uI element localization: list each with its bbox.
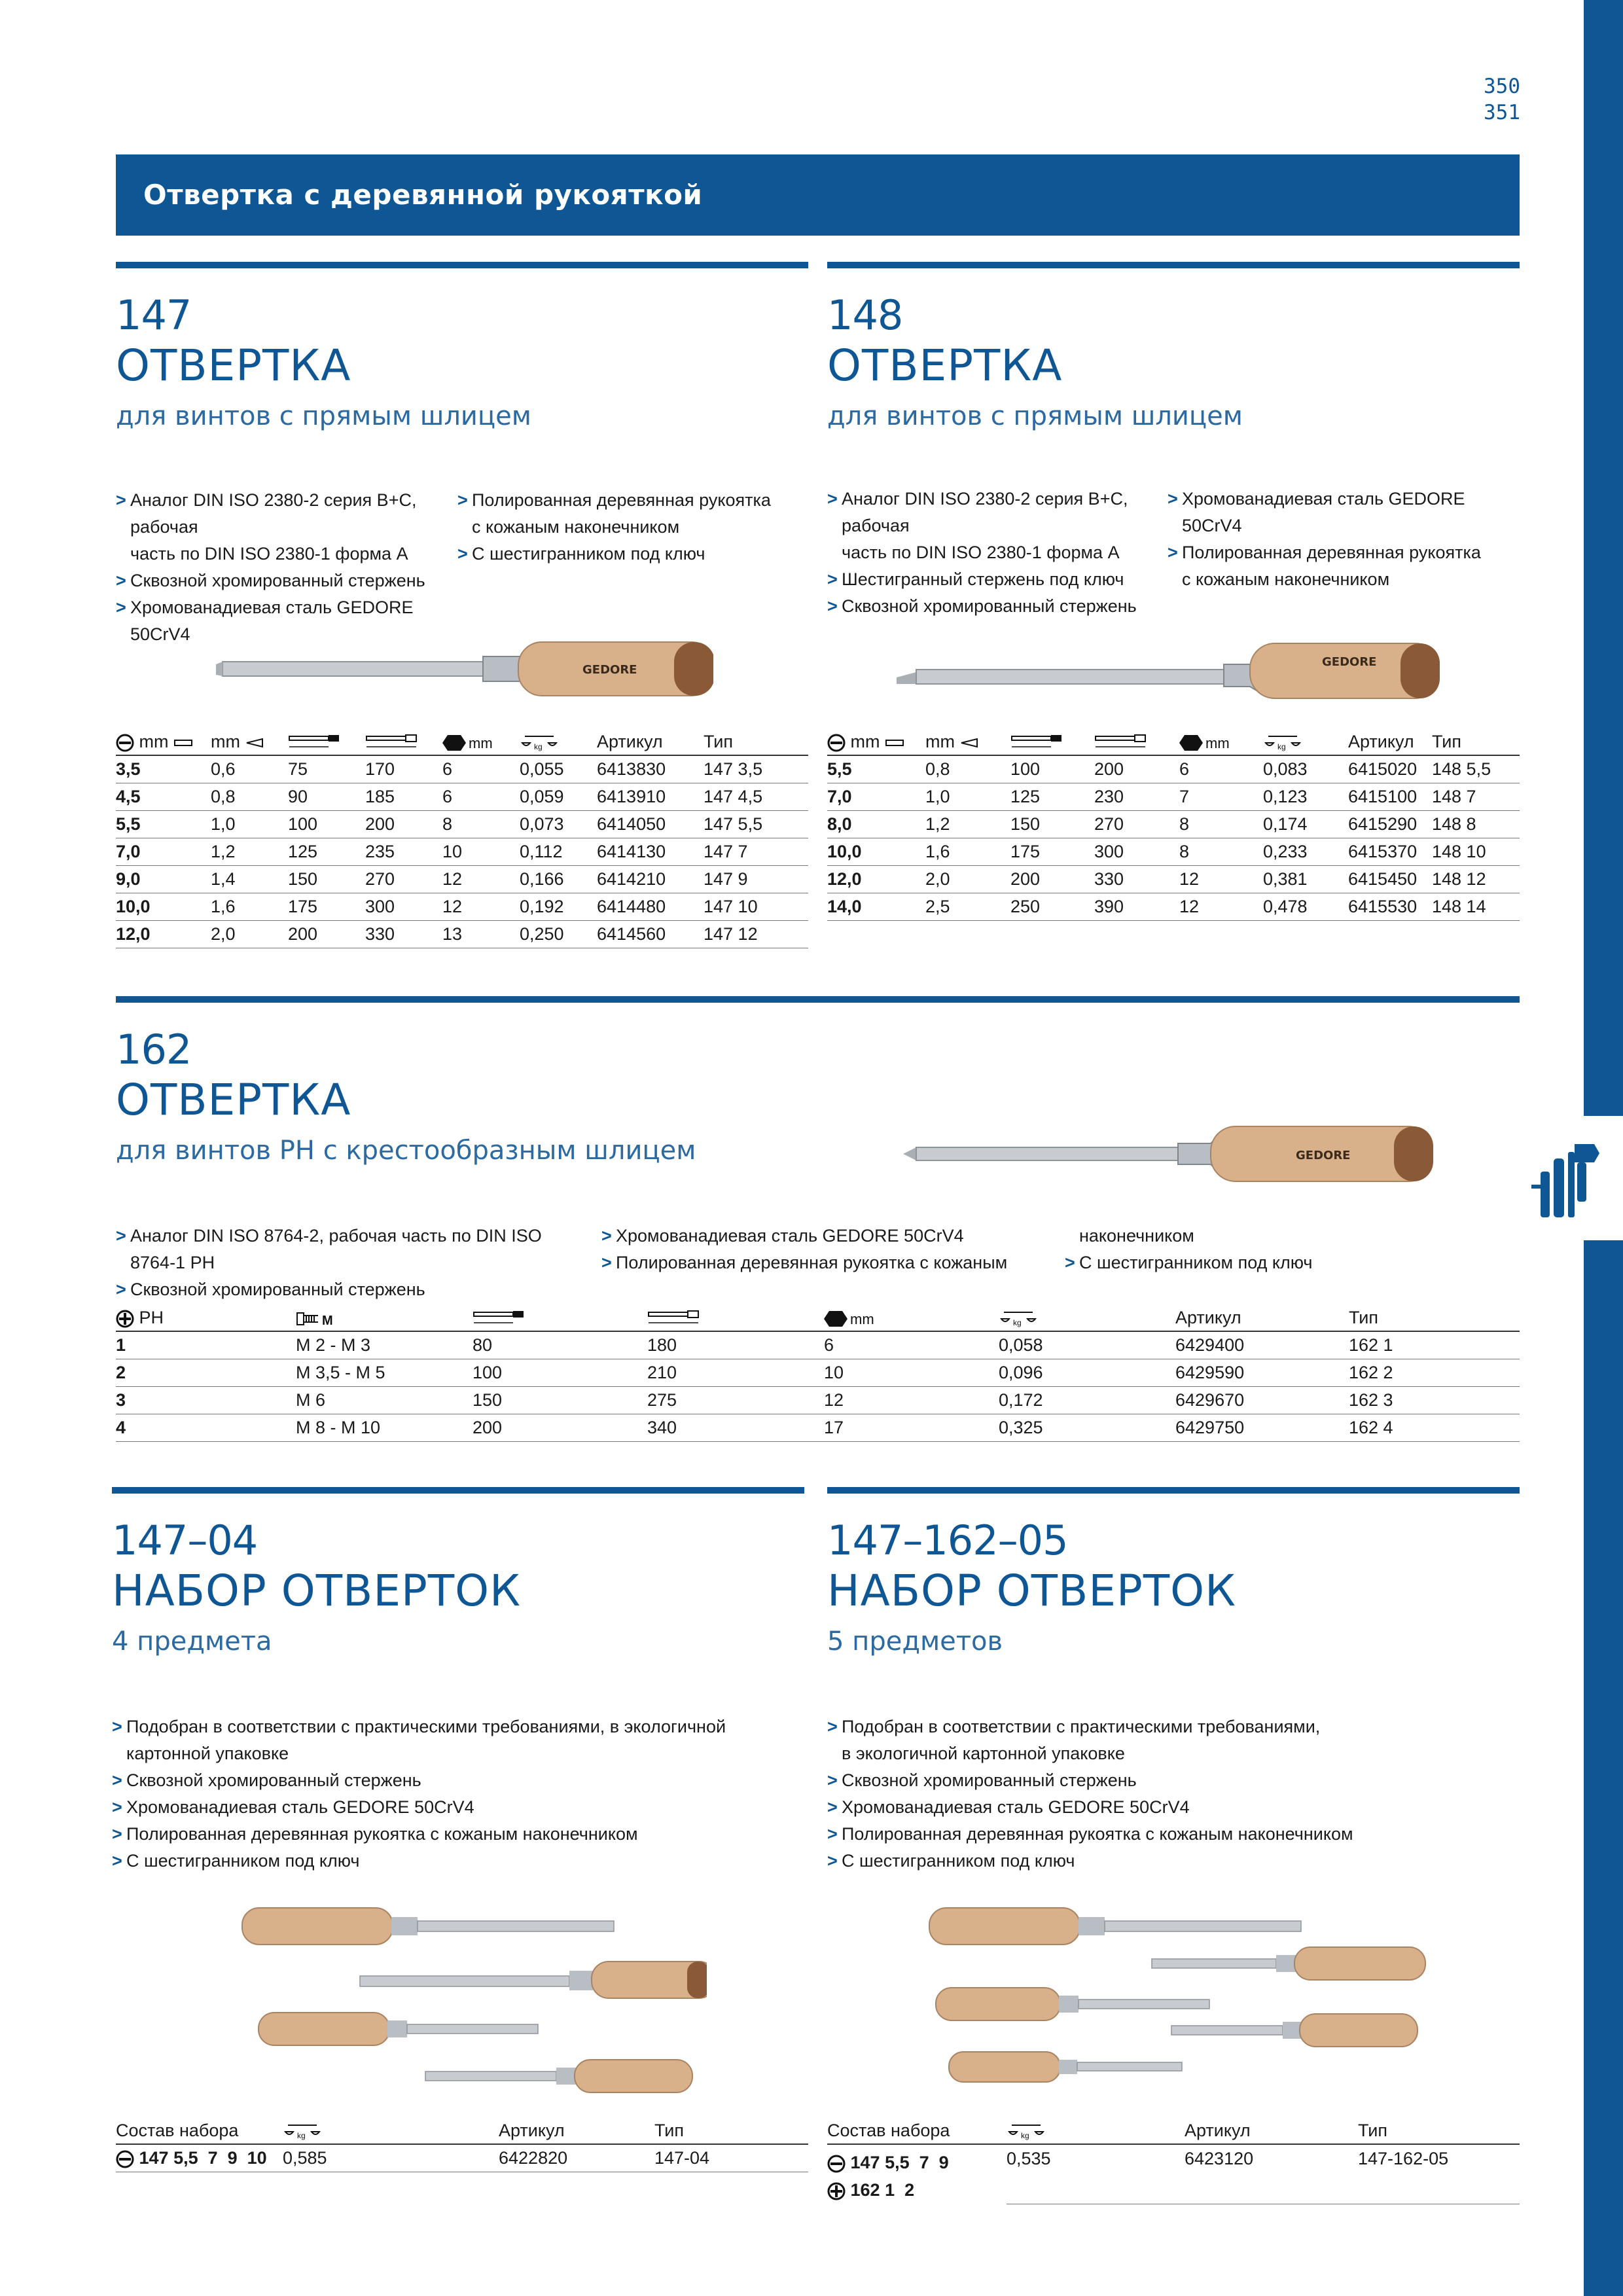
feature-item: > Хромованадиевая сталь GEDORE 50CrV4 <box>827 1794 1514 1821</box>
feature-item-continued: картонной упаковке <box>126 1744 289 1763</box>
set-screwdriver <box>360 1962 707 1998</box>
set-type: 147-162-05 <box>1358 2144 1520 2204</box>
spec-table-147 <box>116 726 808 948</box>
tip-thickness-icon <box>245 738 264 748</box>
feature-item-continued: часть по DIN ISO 2380-1 форма A <box>842 543 1120 562</box>
feature-item: > Хромованадиевая сталь GEDORE 50CrV4 <box>116 594 456 648</box>
feature-item: > Полированная деревянная рукоятка <box>457 487 798 514</box>
table-row: 5,5 1,0 100 200 8 0,073 6414050 147 5,5 <box>116 810 808 838</box>
tools-category-icon <box>1531 1139 1603 1224</box>
table-row: 4 M 8 - M 10 200 340 17 0,325 6429750 162 4 <box>116 1414 1520 1441</box>
article-header: Артикул <box>1175 1302 1349 1331</box>
scale-icon <box>283 2121 322 2141</box>
total-length-icon <box>1094 734 1147 752</box>
features-147-162-05 <box>827 1713 1520 1884</box>
feature-item: > Сквозной хромированный стержень <box>116 1276 574 1303</box>
feature-item: > Полированная деревянная рукоятка с кожаным наконечником <box>112 1821 799 1848</box>
set-screwdriver <box>259 2013 538 2045</box>
feature-item: > Сквозной хромированный стержень <box>112 1767 799 1794</box>
feature-item: > Подобран в соответствии с практическими требованиями, в экологичной <box>112 1713 799 1740</box>
blade-length-icon <box>473 1310 525 1328</box>
feature-item: > Хромованадиевая сталь GEDORE 50CrV4 <box>1168 486 1508 539</box>
section-147-162-05 <box>827 1487 1520 1662</box>
article-header: Артикул <box>1185 2115 1358 2144</box>
total-length-icon <box>647 1310 700 1328</box>
set-screwdriver <box>949 2052 1182 2082</box>
slot-head-icon <box>116 2150 134 2168</box>
type-header: Тип <box>1358 2115 1520 2144</box>
product-subtitle: для винтов PH с крестообразным шлицем <box>116 1136 696 1166</box>
hex-size-header <box>824 1302 999 1331</box>
svg-text:mm: mm <box>1205 734 1230 751</box>
table-header-row <box>116 1302 1520 1331</box>
screw-thread-icon <box>296 1310 342 1327</box>
svg-text:M: M <box>322 1313 333 1327</box>
product-title: ОТВЕРТКА <box>827 340 1063 391</box>
table-header-row <box>116 2115 808 2144</box>
blade-tip-icon <box>173 737 194 749</box>
article-header: Артикул <box>597 726 704 755</box>
feature-item-continued: часть по DIN ISO 2380-1 форма A <box>130 544 408 564</box>
product-title: ОТВЕРТКА <box>116 340 351 391</box>
table-row: 14,0 2,5 250 390 12 0,478 6415530 148 14 <box>827 893 1520 920</box>
screwdriver-147-image <box>216 638 713 700</box>
table-row: 5,5 0,8 100 200 6 0,083 6415020 148 5,5 <box>827 755 1520 783</box>
phillips-head-icon <box>116 1310 134 1328</box>
feature-item: > Полированная деревянная рукоятка <box>1168 539 1508 566</box>
table-row: 12,0 2,0 200 330 13 0,250 6414560 147 12 <box>116 920 808 948</box>
section-rule <box>112 1487 804 1494</box>
slot-head-icon <box>827 2155 846 2173</box>
set-screwdriver <box>936 1988 1209 2020</box>
feature-item: > Аналог DIN ISO 2380-2 серия B+C, рабочая <box>116 487 456 541</box>
blade-length-header <box>473 1302 647 1331</box>
hex-icon <box>442 734 495 752</box>
weight-header <box>520 726 597 755</box>
type-header: Тип <box>1432 726 1520 755</box>
svg-text:kg: kg <box>534 742 543 751</box>
composition-header: Состав набора <box>116 2115 283 2144</box>
blade-width-header: mm <box>116 726 211 755</box>
scale-icon <box>520 732 559 752</box>
slot-head-icon <box>116 734 134 752</box>
brand-stamp: GEDORE <box>582 663 637 677</box>
weight-header <box>999 1302 1175 1331</box>
thread-size-header <box>296 1302 473 1331</box>
weight-header <box>1007 2115 1185 2144</box>
blade-length-icon <box>288 734 340 752</box>
scale-icon <box>1007 2121 1046 2141</box>
composition-header: Состав набора <box>827 2115 1007 2144</box>
section-rule <box>116 996 1520 1003</box>
feature-item: > Сквозной хромированный стержень <box>827 593 1168 620</box>
blade-length-icon <box>1010 734 1063 752</box>
table-row: 10,0 1,6 175 300 8 0,233 6415370 148 10 <box>827 838 1520 865</box>
spec-table-147-04 <box>116 2115 808 2172</box>
feature-item-continued: наконечником <box>1079 1226 1194 1246</box>
blade-length-header <box>288 726 365 755</box>
sidebar-accent-bar-bottom <box>1584 1240 1623 2296</box>
spec-table-162 <box>116 1302 1520 1442</box>
feature-item: > Аналог DIN ISO 2380-2 серия B+C, рабочая <box>827 486 1168 539</box>
section-147-04 <box>112 1487 804 1662</box>
hex-icon <box>1179 734 1232 752</box>
product-number: 147 <box>116 291 192 339</box>
product-number: 147–162–05 <box>827 1516 1068 1564</box>
weight-header <box>1263 726 1348 755</box>
table-row: 8,0 1,2 150 270 8 0,174 6415290 148 8 <box>827 810 1520 838</box>
page-number-left: 350 <box>1484 75 1520 98</box>
article-header: Артикул <box>1348 726 1432 755</box>
features-148 <box>827 486 1520 616</box>
features-162 <box>116 1223 1520 1299</box>
set-article: 6423120 <box>1185 2144 1358 2204</box>
page-number-right: 351 <box>1484 101 1520 124</box>
set-weight: 0,535 <box>1007 2144 1185 2204</box>
table-row: 10,0 1,6 175 300 12 0,192 6414480 147 10 <box>116 893 808 920</box>
table-row: 1 M 2 - M 3 80 180 6 0,058 6429400 162 1 <box>116 1331 1520 1359</box>
product-subtitle: 4 предмета <box>112 1626 272 1657</box>
brand-stamp: GEDORE <box>1296 1149 1351 1162</box>
table-row <box>116 2144 808 2172</box>
blade-length-header <box>1010 726 1094 755</box>
product-subtitle: 5 предметов <box>827 1626 1003 1657</box>
table-row: 3,5 0,6 75 170 6 0,055 6413830 147 3,5 <box>116 755 808 783</box>
set-screwdriver <box>1171 2014 1418 2047</box>
table-header-row <box>827 726 1520 755</box>
blade-tip-icon <box>885 737 906 749</box>
type-header: Тип <box>654 2115 808 2144</box>
table-row: 2 M 3,5 - M 5 100 210 10 0,096 6429590 162 2 <box>116 1359 1520 1386</box>
table-row: 7,0 1,2 125 235 10 0,112 6414130 147 7 <box>116 838 808 865</box>
weight-header <box>283 2115 499 2144</box>
set-composition: 147 5,5 7 9 10 <box>116 2144 283 2172</box>
set-type: 147-04 <box>654 2144 808 2172</box>
total-length-icon <box>365 734 418 752</box>
screwdriver-set-5-image <box>923 1901 1440 2091</box>
phillips-head-icon <box>827 2182 846 2200</box>
feature-item-continued: с кожаным наконечником <box>472 517 680 537</box>
product-number: 147–04 <box>112 1516 258 1564</box>
product-subtitle: для винтов с прямым шлицем <box>116 401 531 431</box>
tip-thickness-icon <box>960 738 978 748</box>
feature-item: > Хромованадиевая сталь GEDORE 50CrV4 <box>112 1794 799 1821</box>
feature-item: > Полированная деревянная рукоятка с кожаным наконечником <box>827 1821 1514 1848</box>
set-weight: 0,585 <box>283 2144 499 2172</box>
svg-text:kg: kg <box>297 2131 306 2140</box>
type-header: Тип <box>704 726 808 755</box>
section-rule <box>827 1487 1520 1494</box>
features-147 <box>116 487 808 644</box>
spec-table-148 <box>827 726 1520 921</box>
section-rule <box>827 262 1520 268</box>
category-banner: Отвертка с деревянной рукояткой <box>116 154 1520 236</box>
table-row: 4,5 0,8 90 185 6 0,059 6413910 147 4,5 <box>116 783 808 810</box>
table-row <box>827 2144 1520 2204</box>
svg-text:kg: kg <box>1021 2131 1029 2140</box>
product-subtitle: для винтов с прямым шлицем <box>827 401 1243 431</box>
feature-item: > С шестигранником под ключ <box>1065 1249 1457 1276</box>
svg-text:kg: kg <box>1013 1318 1022 1327</box>
set-screwdriver <box>1152 1947 1425 1980</box>
set-article: 6422820 <box>499 2144 654 2172</box>
feature-item-continued: в экологичной картонной упаковке <box>842 1744 1125 1763</box>
feature-item: > С шестигранником под ключ <box>827 1848 1514 1874</box>
set-screwdriver <box>425 2060 692 2092</box>
table-header-row <box>116 726 808 755</box>
screwdriver-148-image <box>897 638 1440 704</box>
svg-text:mm: mm <box>469 734 493 751</box>
features-147-04 <box>112 1713 804 1884</box>
total-length-header <box>647 1302 824 1331</box>
ph-size-header: PH <box>116 1302 296 1331</box>
feature-item: > С шестигранником под ключ <box>112 1848 799 1874</box>
section-rule <box>116 262 808 268</box>
product-number: 162 <box>116 1026 192 1073</box>
svg-text:mm: mm <box>850 1310 874 1327</box>
total-length-header <box>365 726 442 755</box>
feature-item: > Аналог DIN ISO 8764-2, рабочая часть по DIN ISO 8764-1 PH <box>116 1223 574 1276</box>
hex-size-header <box>442 726 520 755</box>
sidebar-accent-bar-top <box>1584 0 1623 1116</box>
table-row: 3 M 6 150 275 12 0,172 6429670 162 3 <box>116 1386 1520 1414</box>
scale-icon <box>1263 732 1302 752</box>
feature-item-continued: с кожаным наконечником <box>1182 569 1390 589</box>
product-number: 148 <box>827 291 903 339</box>
feature-item: > Сквозной хромированный стержень <box>827 1767 1514 1794</box>
feature-item: > С шестигранником под ключ <box>457 541 798 567</box>
blade-thickness-header: mm <box>211 726 288 755</box>
feature-item: > Сквозной хромированный стержень <box>116 567 456 594</box>
feature-item: > Полированная деревянная рукоятка с кожаным <box>601 1249 1060 1276</box>
section-148 <box>827 262 1520 437</box>
hex-size-header <box>1179 726 1263 755</box>
set-screwdriver <box>929 1908 1301 1945</box>
scale-icon <box>999 1308 1038 1328</box>
product-title: ОТВЕРТКА <box>116 1075 351 1125</box>
blade-thickness-header: mm <box>925 726 1010 755</box>
set-screwdriver <box>242 1908 614 1945</box>
section-147 <box>116 262 808 437</box>
svg-text:kg: kg <box>1277 742 1286 751</box>
screwdriver-162-image <box>903 1122 1433 1185</box>
blade-width-header: mm <box>827 726 925 755</box>
total-length-header <box>1094 726 1179 755</box>
table-row: 7,0 1,0 125 230 7 0,123 6415100 148 7 <box>827 783 1520 810</box>
screwdriver-set-4-image <box>236 1901 707 2104</box>
table-row: 9,0 1,4 150 270 12 0,166 6414210 147 9 <box>116 865 808 893</box>
slot-head-icon <box>827 734 846 752</box>
brand-stamp: GEDORE <box>1322 655 1377 669</box>
type-header: Тип <box>1349 1302 1520 1331</box>
feature-item: > Хромованадиевая сталь GEDORE 50CrV4 <box>601 1223 1060 1249</box>
page-numbers <box>1484 73 1520 126</box>
table-row: 12,0 2,0 200 330 12 0,381 6415450 148 12 <box>827 865 1520 893</box>
article-header: Артикул <box>499 2115 654 2144</box>
set-composition: 147 5,5 7 9 162 1 2 <box>827 2144 1007 2204</box>
spec-table-147-162-05 <box>827 2115 1520 2204</box>
feature-item: > Подобран в соответствии с практическими требованиями, <box>827 1713 1514 1740</box>
product-title: НАБОР ОТВЕРТОК <box>112 1566 521 1616</box>
table-header-row <box>827 2115 1520 2144</box>
hex-icon <box>824 1310 876 1328</box>
feature-item: > Шестигранный стержень под ключ <box>827 566 1168 593</box>
product-title: НАБОР ОТВЕРТОК <box>827 1566 1236 1616</box>
